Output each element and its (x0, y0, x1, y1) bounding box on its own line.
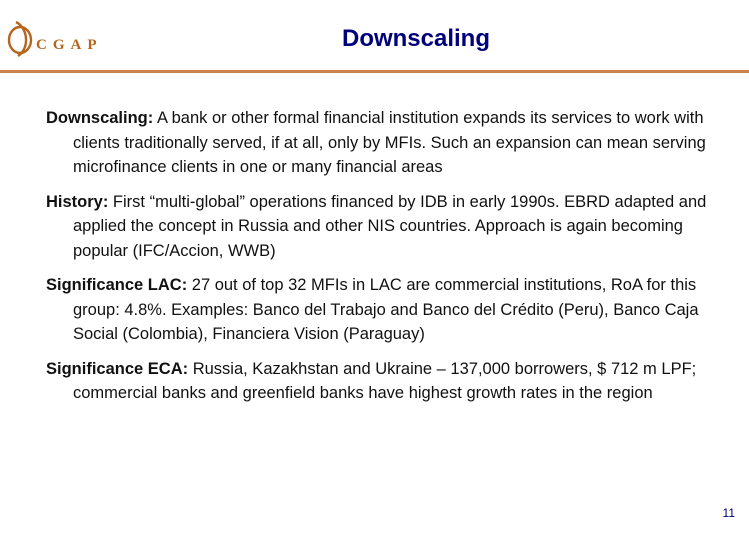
paragraph-significance-eca (46, 357, 726, 406)
paragraph-downscaling (46, 106, 726, 180)
logo-text: CGAP (36, 37, 103, 53)
paragraph-text: 27 out of top 32 MFIs in LAC are commercial institutions, RoA for this group: 4.8%. Examples: Banco del Trabajo and Banco del Crédito (Peru), Banco Caja Social (Colombia), Financiera Vision (Paraguay) (73, 276, 699, 343)
paragraph-term: Significance ECA: (46, 359, 189, 378)
paragraph-history (46, 190, 726, 264)
paragraph-significance-lac (46, 273, 726, 347)
paragraph-text: Russia, Kazakhstan and Ukraine – 137,000 borrowers, $ 712 m LPF; commercial banks and greenfield banks have highest growth rates in the region (73, 359, 697, 402)
paragraph-term: Downscaling: (46, 109, 154, 127)
paragraph-text: A bank or other formal financial institution expands its services to work with clients traditionally served, if at all, only by MFIs. Such an expansion can mean serving microfinance clients in one or many financial areas (73, 109, 706, 176)
page-number: 11 (722, 506, 735, 520)
slide-content (46, 106, 726, 416)
paragraph-term: Significance LAC: (46, 276, 188, 294)
paragraph-term: History: (46, 192, 109, 211)
page-title: Downscaling (341, 25, 491, 52)
paragraph-text: First “multi-global” operations financed by IDB in early 1990s. EBRD adapted and applied the concept in Russia and other NIS countries. Approach is again becoming popular (IFC/Accion, WWB) (73, 192, 707, 260)
header-divider (0, 70, 749, 73)
